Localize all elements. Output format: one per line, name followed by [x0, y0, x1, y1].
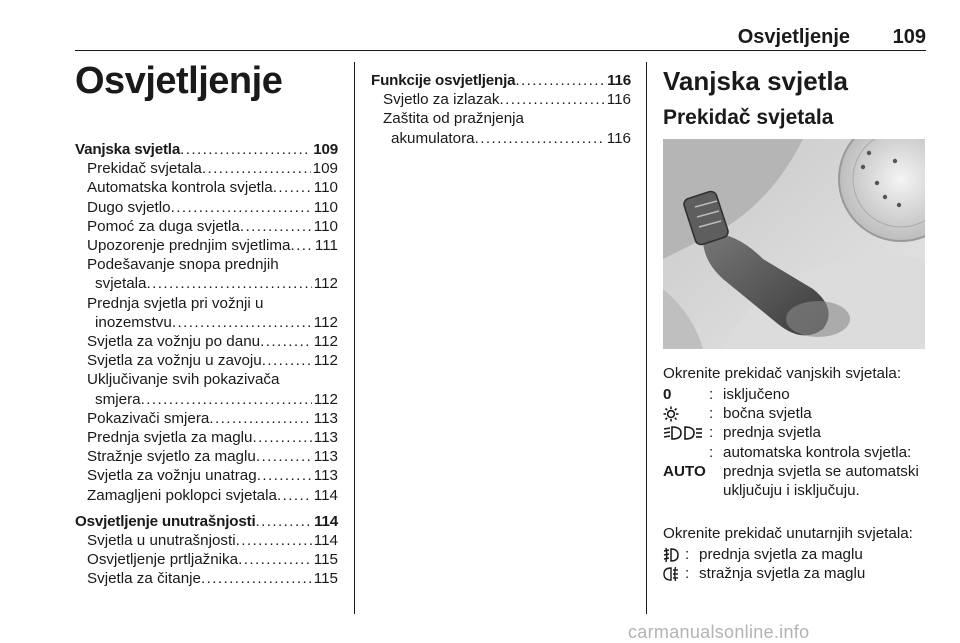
position-front-fog [663, 545, 933, 564]
toc-entry[interactable] [371, 90, 631, 109]
toc-entry[interactable] [75, 351, 338, 370]
toc-entry[interactable] [75, 409, 338, 428]
position-auto [663, 443, 933, 501]
toc-page: 112 [313, 313, 338, 331]
colon: : [685, 565, 690, 583]
toc-entry-title: Osvjetljenje unutrašnjosti [75, 512, 256, 530]
toc-entry[interactable] [75, 255, 338, 293]
position-side-lights [663, 404, 933, 423]
light-switch-photo [663, 139, 925, 349]
toc-entry-title: Osvjetljenje prtljažnika [87, 551, 239, 569]
toc-entry-title: Prednja svjetla pri vožnji u [87, 294, 264, 312]
toc-section[interactable] [75, 140, 338, 159]
toc-page: 110 [313, 179, 338, 197]
position-rear-fog [663, 564, 933, 583]
front-fog-icon [663, 545, 685, 564]
toc-leader [147, 274, 312, 293]
toc-entry-title: Pomoć za duga svjetla [87, 217, 240, 235]
toc-entry-title: Zaštita od pražnjenja [383, 110, 524, 128]
toc-leader [252, 428, 311, 447]
toc-leader [171, 198, 312, 217]
toc-page: 112 [313, 333, 338, 351]
toc-entry-title: Svjetlo za izlazak [383, 91, 500, 109]
position-description: automatska kontrola svjetla: prednja svjetla se automatski uključuju i isključuju. [723, 443, 919, 500]
toc-entry-title: inozemstvu [95, 313, 172, 331]
toc-leader [260, 332, 312, 351]
toc-leader [201, 569, 312, 588]
position-description: prednja svjetla [723, 424, 821, 442]
toc-entry[interactable] [75, 198, 338, 217]
toc-entry-title: Prekidač svjetala [87, 160, 202, 178]
position-description: isključeno [723, 386, 790, 403]
toc-page: 109 [312, 160, 338, 178]
toc-leader [273, 178, 312, 197]
toc-entry[interactable] [75, 236, 338, 255]
toc-entry[interactable] [75, 486, 338, 505]
toc-page: 113 [313, 409, 338, 427]
toc-entry-title: Automatska kontrola svjetla [87, 179, 273, 197]
toc-page: 113 [313, 467, 338, 485]
paragraph-exterior-switch: Okrenite prekidač vanjskih svjetala: [663, 365, 902, 382]
toc-entry-title: Svjetla za čitanje [87, 570, 201, 588]
toc-entry-title: Pokazivači smjera [87, 409, 210, 427]
section-title: Vanjska svjetla [663, 66, 849, 96]
toc-page: 113 [313, 448, 338, 466]
toc-entry[interactable] [75, 550, 338, 569]
off-icon: 0 [663, 386, 672, 403]
position-description: bočna svjetla [723, 405, 812, 423]
toc-leader [500, 90, 605, 109]
toc-entry-title: Dugo svjetlo [87, 198, 171, 216]
toc-entry-title: Funkcije osvjetljenja [371, 72, 516, 89]
toc-entry[interactable] [75, 294, 338, 332]
toc-entry[interactable] [75, 466, 338, 485]
toc-page: 113 [313, 429, 338, 447]
toc-entry[interactable] [75, 531, 338, 550]
fog-light-positions [663, 545, 933, 583]
exterior-switch-positions [663, 385, 933, 500]
toc-page: 110 [313, 217, 338, 235]
light-switch-illustration [663, 139, 925, 349]
header-rule [75, 50, 926, 51]
toc-entry-title: Vanjska svjetla [75, 141, 181, 158]
toc-page: 114 [314, 512, 338, 530]
toc-leader [209, 409, 311, 428]
toc-entry[interactable] [75, 332, 338, 351]
toc-leader [277, 486, 312, 505]
toc-leader [240, 217, 312, 236]
chapter-title: Osvjetljenje [75, 60, 283, 102]
toc-entry-title: Prednja svjetla za maglu [87, 429, 253, 447]
toc-entry-continuation [383, 129, 631, 148]
toc-page: 112 [313, 352, 338, 370]
colon: : [709, 443, 714, 461]
toc-leader [238, 550, 312, 569]
side-light-icon [663, 404, 709, 423]
toc-page: 115 [313, 570, 338, 588]
toc-entry-title: akumulatora [391, 129, 475, 147]
toc-section[interactable] [371, 71, 631, 90]
toc-page: 111 [314, 237, 338, 255]
toc-entry-title: Svjetla u unutrašnjosti [87, 532, 236, 550]
colon: : [709, 424, 714, 442]
toc-leader [475, 129, 605, 148]
toc-entry-title: Svjetla za vožnju u zavoju [87, 352, 262, 370]
table-of-contents-column-2 [371, 71, 631, 148]
toc-entry-title: Zamagljeni poklopci svjetala [87, 486, 277, 504]
toc-entry-title: Stražnje svjetlo za maglu [87, 448, 256, 466]
toc-entry-title: svjetala [95, 275, 147, 293]
toc-page: 115 [313, 551, 338, 569]
rear-fog-icon [663, 564, 685, 583]
page-number: 109 [892, 26, 926, 48]
toc-page: 116 [606, 91, 631, 109]
toc-entry[interactable] [75, 217, 338, 236]
toc-leader [290, 236, 312, 255]
watermark: carmanualsonline.info [628, 622, 810, 642]
toc-page: 114 [313, 486, 338, 504]
running-header-title: Osvjetljenje [737, 26, 850, 48]
toc-entry-title: Svjetla za vožnju po danu [87, 333, 261, 351]
position-off [663, 385, 933, 404]
toc-leader [180, 140, 311, 159]
headlight-icon [663, 423, 709, 442]
toc-page: 112 [313, 275, 338, 293]
subsection-title: Prekidač svjetala [663, 106, 834, 129]
toc-leader [141, 390, 312, 409]
toc-page: 110 [313, 198, 338, 216]
toc-section[interactable] [75, 512, 338, 531]
toc-page: 112 [313, 390, 338, 408]
column-divider [646, 62, 647, 614]
auto-icon: AUTO [663, 462, 706, 480]
toc-leader [256, 447, 312, 466]
toc-entry-continuation [87, 313, 338, 332]
toc-leader [202, 159, 311, 178]
toc-leader [255, 512, 312, 531]
colon: : [685, 546, 690, 563]
toc-entry-title: smjera [95, 390, 141, 408]
colon: : [709, 405, 714, 423]
toc-entry-title: Uključivanje svih pokazivača [87, 371, 280, 389]
toc-entry[interactable] [75, 370, 338, 408]
position-description: stražnja svjetla za maglu [699, 565, 866, 583]
column-divider [354, 62, 355, 614]
position-description: prednja svjetla za maglu [699, 546, 863, 563]
toc-leader [257, 466, 312, 485]
toc-page: 116 [606, 129, 631, 147]
toc-page: 109 [313, 141, 338, 158]
toc-entry[interactable] [75, 569, 338, 588]
toc-entry-continuation [87, 274, 338, 293]
toc-entry[interactable] [75, 178, 338, 197]
toc-entry-title: Upozorenje prednjim svjetlima [87, 237, 291, 255]
toc-leader [236, 531, 312, 550]
toc-leader [515, 71, 605, 90]
toc-page: 114 [313, 532, 338, 550]
toc-entry[interactable] [75, 447, 338, 466]
position-headlights [663, 423, 933, 442]
toc-entry-title: Svjetla za vožnju unatrag [87, 467, 257, 485]
toc-leader [172, 313, 312, 332]
toc-page: 116 [607, 72, 631, 89]
toc-leader [262, 351, 312, 370]
toc-entry[interactable] [371, 109, 631, 147]
toc-entry-continuation [87, 390, 338, 409]
table-of-contents-column-1 [75, 140, 338, 589]
toc-entry-title: Podešavanje snopa prednjih [87, 256, 279, 274]
toc-entry[interactable] [75, 428, 338, 447]
colon: : [709, 386, 714, 403]
toc-entry[interactable] [75, 159, 338, 178]
paragraph-interior-switch: Okrenite prekidač unutarnjih svjetala: [663, 525, 913, 542]
